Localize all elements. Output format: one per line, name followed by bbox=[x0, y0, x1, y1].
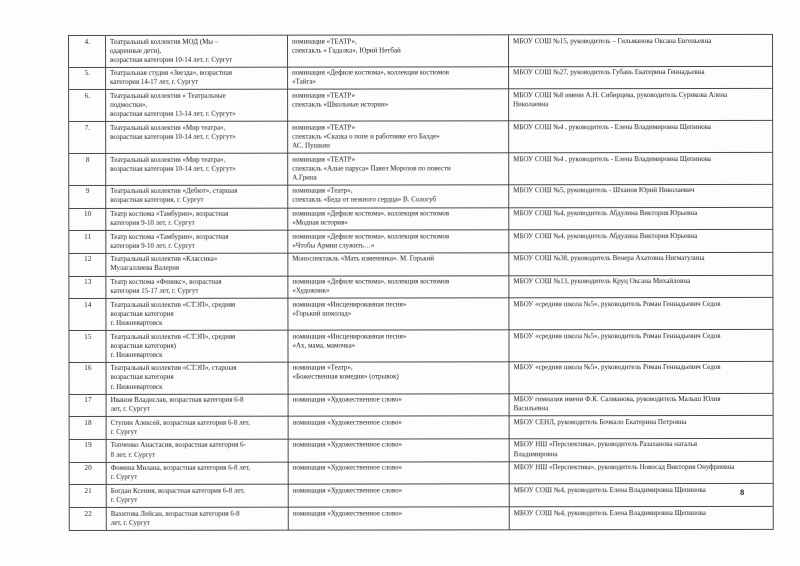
team-cell-line: категория 9-10 лет, г. Сургут bbox=[110, 241, 195, 250]
nomination-cell-line: номинация «Художественное слово» bbox=[292, 418, 402, 427]
team-cell bbox=[106, 298, 288, 330]
row-number-cell: 19 bbox=[69, 439, 106, 462]
team-cell-line: Мулагаллиева Валерия bbox=[110, 264, 180, 273]
nomination-cell bbox=[288, 207, 509, 230]
team-cell-line: Театральная студия «Звезда», возрастная bbox=[110, 69, 233, 78]
team-cell-line: Театральный коллектив «Классика» bbox=[110, 255, 218, 264]
team-cell-line: возрастная категория 10-14 лет, г. Сургут» bbox=[110, 164, 236, 173]
registry-table-body bbox=[69, 34, 774, 530]
organization-cell-line: МБОУ СОШ №8 имени А.Н. Сибирцева, руководитель Сурикова Алена bbox=[513, 90, 728, 100]
nomination-cell-line: «Тайга» bbox=[292, 77, 317, 87]
organization-cell-line: МБОУ НШ «Перспектива», руководитель Новосад Виктория Онуфриевна bbox=[513, 463, 735, 472]
row-number-cell: 21 bbox=[69, 485, 106, 508]
organization-cell bbox=[509, 34, 773, 66]
row-number-cell: 5. bbox=[69, 67, 106, 90]
nomination-cell-line: номинация «Дефиле костюма», коллекция костюмов bbox=[292, 68, 450, 77]
nomination-cell-line: Моноспектакль «Мать изменника». М. Горький bbox=[292, 254, 435, 264]
nomination-cell bbox=[288, 185, 509, 208]
team-cell-line: возрастная категория, г. Сургут bbox=[110, 196, 204, 205]
team-cell bbox=[106, 208, 288, 231]
table-row bbox=[69, 121, 773, 154]
organization-cell-line: МБОУ СЕНЛ, руководитель Бочкало Екатерина Петровна bbox=[513, 417, 687, 427]
nomination-cell bbox=[288, 275, 509, 298]
nomination-cell-line: «Художник» bbox=[292, 286, 330, 295]
organization-cell bbox=[509, 207, 773, 230]
organization-cell bbox=[509, 506, 773, 529]
team-cell-line: возрастная категория) bbox=[110, 341, 176, 350]
table-row bbox=[69, 207, 773, 231]
team-cell-line: Театральный коллектив «СТЭП», средняя bbox=[110, 332, 236, 341]
organization-cell-line: МБОУ «средняя школа №5», руководитель Роман Геннадьевич Седов bbox=[513, 331, 721, 340]
team-cell-line: Театр костюма «Тамбурин», возрастная bbox=[110, 232, 229, 241]
nomination-cell-line: спектакль «Сказка о попе и работнике его Балде» bbox=[292, 132, 440, 141]
team-cell-line: Театральный коллектив МОД (Мы – bbox=[110, 37, 219, 46]
team-cell-line: возрастная категория 10-14 лет, г. Сургут bbox=[110, 55, 233, 64]
table-row bbox=[69, 89, 773, 122]
nomination-cell-line: «Ах, мама, мамочка» bbox=[292, 341, 356, 350]
table-row bbox=[69, 484, 773, 508]
row-number-cell: 10 bbox=[69, 208, 106, 231]
row-number-cell: 16 bbox=[69, 362, 106, 394]
organization-cell bbox=[509, 89, 773, 121]
table-row bbox=[69, 416, 773, 440]
team-cell bbox=[106, 484, 288, 507]
team-cell bbox=[106, 330, 288, 362]
table-row bbox=[69, 393, 773, 417]
team-cell-line: категория 15-17 лет, г. Сургут bbox=[110, 286, 199, 296]
organization-cell-line: МБОУ СОШ №4, руководитель Елена Владимировна Щепинова bbox=[513, 508, 706, 517]
team-cell-line: г. Сургут bbox=[110, 427, 138, 436]
team-cell-line: Театральный коллектив «Мир театра», bbox=[110, 123, 226, 132]
team-cell bbox=[106, 253, 288, 276]
organization-cell bbox=[509, 252, 773, 275]
nomination-cell-line: «Божественная комедия» (отрывок) bbox=[292, 372, 399, 382]
table-row bbox=[69, 184, 773, 208]
row-number-cell: 14 bbox=[69, 299, 106, 331]
organization-cell-line: МБОУ СОШ №4 , руководитель - Елена Владимировна Щепинова bbox=[513, 154, 712, 163]
team-cell-line: Театральный коллектив «СТЭП», старшая bbox=[110, 364, 237, 373]
registry-table-container bbox=[68, 34, 773, 531]
organization-cell-line: МБОУ СОШ №27, руководитель Губань Екатерина Геннадьевна bbox=[513, 68, 705, 77]
team-cell-line: г. Нижневартовск bbox=[110, 382, 163, 391]
nomination-cell-line: «Чтобы Армии служить…» bbox=[292, 241, 375, 250]
nomination-cell bbox=[288, 507, 509, 530]
nomination-cell-line: номинация «Художественное слово» bbox=[292, 509, 403, 518]
team-cell-line: возрастная категория bbox=[110, 309, 174, 318]
row-number-cell: 13 bbox=[69, 276, 106, 299]
nomination-cell bbox=[288, 230, 509, 253]
table-row bbox=[69, 230, 773, 254]
row-number-cell: 12 bbox=[69, 253, 106, 276]
row-number-cell: 9 bbox=[69, 185, 106, 208]
team-cell bbox=[106, 67, 288, 90]
organization-cell-line: МБОУ СОШ №13, руководитель Круц Оксана Михайловна bbox=[513, 277, 691, 286]
team-cell bbox=[106, 230, 288, 253]
row-number-cell: 11 bbox=[69, 231, 106, 254]
nomination-cell-line: спектакль «Школьные истории» bbox=[292, 100, 389, 109]
organization-cell-line: МБОУ СОШ №4, руководитель Абдулина Виктория Юрьевна bbox=[513, 209, 698, 218]
nomination-cell-line: номинация «Театр», bbox=[292, 186, 353, 195]
row-number-cell: 4. bbox=[69, 35, 106, 67]
table-row bbox=[69, 298, 773, 331]
nomination-cell bbox=[288, 253, 509, 276]
row-number-cell: 20 bbox=[69, 462, 106, 485]
team-cell-line: Театральный коллектив «Мир театра», bbox=[110, 155, 226, 164]
organization-cell bbox=[509, 461, 773, 484]
team-cell-line: Театр костюма «Тамбурин», возрастная bbox=[110, 209, 229, 218]
nomination-cell-line: номинация «Инсценированная песня» bbox=[292, 300, 407, 309]
table-row bbox=[69, 461, 773, 485]
organization-cell bbox=[509, 230, 773, 253]
nomination-cell bbox=[288, 439, 509, 462]
table-row bbox=[69, 34, 773, 67]
nomination-cell-line: номинация «ТЕАТР» bbox=[292, 91, 356, 100]
team-cell-line: Театр костюма «Феникс», возрастная bbox=[110, 277, 222, 286]
nomination-cell bbox=[288, 330, 509, 362]
organization-cell bbox=[509, 361, 773, 393]
organization-cell bbox=[509, 416, 773, 439]
participants-registry-table bbox=[68, 34, 774, 531]
team-cell-line: подмостки», bbox=[110, 100, 148, 109]
nomination-cell bbox=[288, 393, 509, 416]
team-cell-line: Театральный коллектив «Дебют», старшая bbox=[110, 187, 238, 196]
organization-cell-line: Васильевна bbox=[513, 404, 549, 413]
team-cell-line: Театральный коллектив «СТЭП», средняя bbox=[110, 300, 236, 309]
nomination-cell-line: спектакль « Гадалка», Юрий Нетбай bbox=[292, 46, 401, 55]
team-cell-line: категория 14-17 лет, г. Сургут bbox=[110, 78, 199, 87]
team-cell bbox=[106, 394, 288, 417]
team-cell bbox=[106, 362, 288, 394]
organization-cell bbox=[509, 393, 773, 416]
nomination-cell bbox=[288, 67, 509, 90]
organization-cell bbox=[509, 121, 773, 153]
row-number-cell: 22 bbox=[69, 507, 106, 530]
organization-cell-line: МБОУ СОШ №4, руководитель Елена Владимировна Щепинова bbox=[513, 485, 706, 495]
nomination-cell-line: номинация «Художественное слово» bbox=[292, 440, 403, 450]
team-cell bbox=[106, 121, 288, 153]
organization-cell-line: МБОУ «средняя школа №5», руководитель Роман Геннадьевич Седов bbox=[513, 363, 721, 372]
table-row bbox=[69, 438, 773, 462]
team-cell-line: лет, г. Сургут bbox=[110, 405, 150, 414]
team-cell-line: Фомина Милана, возрастная категория 6-8 лет, bbox=[110, 463, 251, 473]
organization-cell bbox=[509, 152, 773, 184]
team-cell-line: лет, г. Сургут bbox=[110, 518, 150, 527]
nomination-cell bbox=[288, 298, 509, 330]
nomination-cell-line: номинация «Художественное слово» bbox=[292, 463, 403, 472]
organization-cell bbox=[509, 298, 773, 330]
team-cell-line: возрастная категория 10-14 лет, г. Сургут» bbox=[110, 132, 236, 141]
organization-cell-line: МБОУ гимназия имени Ф.К. Салманова, руководитель Малыш Юлия bbox=[513, 395, 721, 404]
team-cell bbox=[106, 35, 288, 67]
team-cell bbox=[106, 153, 288, 185]
team-cell-line: одаренные дети), bbox=[110, 46, 162, 55]
nomination-cell-line: номинация «ТЕАТР» bbox=[292, 123, 356, 132]
team-cell bbox=[106, 507, 288, 530]
team-cell-line: г. Нижневартовск bbox=[110, 350, 163, 359]
nomination-cell-line: номинация «ТЕАТР» bbox=[292, 155, 356, 164]
team-cell bbox=[106, 416, 288, 439]
organization-cell bbox=[509, 329, 773, 361]
organization-cell-line: МБОУ СОШ №5, руководитель - Шханов Юрий Николаевич bbox=[513, 186, 695, 195]
table-row bbox=[69, 361, 773, 394]
team-cell-line: возрастная категория 13-14 лет, г. Сургут» bbox=[110, 109, 236, 119]
team-cell-line: г. Сургут bbox=[110, 473, 138, 482]
team-cell bbox=[106, 439, 288, 462]
organization-cell-line: МБОУ СОШ №38, руководитель Венера Ахатовна Нигматулина bbox=[513, 254, 705, 263]
table-row bbox=[69, 329, 773, 362]
nomination-cell-line: номинация «Театр», bbox=[292, 363, 353, 372]
nomination-cell bbox=[288, 35, 509, 67]
team-cell-line: Театральный коллектив « Театральные bbox=[110, 91, 226, 100]
nomination-cell bbox=[288, 362, 509, 394]
nomination-cell-line: номинация «ТЕАТР», bbox=[292, 37, 357, 46]
team-cell-line: возрастная категория bbox=[110, 373, 174, 382]
nomination-cell bbox=[288, 461, 509, 484]
nomination-cell bbox=[288, 484, 509, 507]
page-number: 8 bbox=[740, 486, 745, 497]
table-row bbox=[69, 252, 773, 276]
team-cell-line: Вахитова Лейсан, возрастная категория 6-8 bbox=[110, 509, 240, 518]
organization-cell bbox=[509, 275, 773, 298]
organization-cell bbox=[509, 184, 773, 207]
nomination-cell-line: номинация «Художественное слово» bbox=[292, 486, 403, 495]
team-cell bbox=[106, 462, 288, 485]
team-cell bbox=[106, 185, 288, 208]
nomination-cell bbox=[288, 89, 509, 121]
organization-cell-line: Николаевна bbox=[513, 100, 549, 109]
nomination-cell-line: «Модная история» bbox=[292, 218, 348, 227]
nomination-cell-line: номинация «Дефиле костюма», коллекция костюмов bbox=[292, 209, 450, 218]
nomination-cell-line: номинация «Инсценированная песня» bbox=[292, 332, 407, 341]
row-number-cell: 8 bbox=[69, 153, 106, 185]
team-cell-line: категория 9-10 лет, г. Сургут bbox=[110, 218, 195, 228]
nomination-cell-line: «Горький шоколад» bbox=[292, 309, 352, 318]
organization-cell-line: Владимировна bbox=[513, 449, 558, 458]
team-cell-line: Богдан Ксения, возрастная категория 6-8 лет, bbox=[110, 486, 245, 495]
row-number-cell: 6. bbox=[69, 90, 106, 122]
team-cell-line: Топченко Анастасия, возрастная категория 6- bbox=[110, 441, 246, 450]
team-cell-line: Иванов Владислав, возрастная категория 6-8 bbox=[110, 395, 244, 405]
organization-cell bbox=[509, 66, 773, 89]
nomination-cell bbox=[288, 416, 509, 439]
team-cell-line: Ступин Алексей, возрастная категория 6-8 лет, bbox=[110, 418, 250, 427]
row-number-cell: 17 bbox=[69, 394, 106, 417]
organization-cell-line: МБОУ СОШ №4 , руководитель - Елена Владимировна Щепинова bbox=[513, 122, 712, 132]
row-number-cell: 18 bbox=[69, 417, 106, 440]
nomination-cell-line: номинация «Художественное слово» bbox=[292, 395, 402, 404]
organization-cell-line: МБОУ НШ «Перспектива», руководитель Разаханова наталья bbox=[513, 440, 698, 449]
team-cell-line: г. Сургут bbox=[110, 495, 138, 504]
nomination-cell-line: АС. Пушкин bbox=[292, 141, 330, 150]
table-row bbox=[69, 152, 773, 185]
nomination-cell bbox=[288, 121, 509, 153]
nomination-cell bbox=[288, 153, 509, 185]
organization-cell bbox=[509, 438, 773, 461]
team-cell-line: г. Нижневартовск bbox=[110, 318, 163, 327]
organization-cell-line: МБОУ «средняя школа №5», руководитель Роман Геннадьевич Седов bbox=[513, 299, 721, 309]
table-row bbox=[69, 66, 773, 90]
row-number-cell: 15 bbox=[69, 330, 106, 362]
team-cell-line: 8 лет, г. Сургут bbox=[110, 450, 156, 459]
nomination-cell-line: спектакль «Алые паруса» Павел Морозов по повести bbox=[292, 164, 451, 173]
table-row bbox=[69, 506, 773, 530]
nomination-cell-line: номинация «Дефиле костюма», коллекция костюмов bbox=[292, 232, 450, 241]
table-row bbox=[69, 275, 773, 299]
team-cell bbox=[106, 276, 288, 299]
row-number-cell: 7. bbox=[69, 122, 106, 154]
nomination-cell-line: спектакль «Беда от нежного сердца» В. Сологуб bbox=[292, 195, 437, 205]
organization-cell bbox=[509, 484, 773, 507]
team-cell bbox=[106, 90, 288, 122]
organization-cell-line: МБОУ СОШ №15, руководитель – Гильманова Оксана Евгеньевна bbox=[513, 36, 712, 45]
nomination-cell-line: номинация «Дефиле костюма», коллекция костюмов bbox=[292, 277, 450, 286]
organization-cell-line: МБОУ СОШ №4, руководитель Абдулина Виктория Юрьевна bbox=[513, 231, 698, 240]
nomination-cell-line: А.Грина bbox=[292, 173, 317, 182]
